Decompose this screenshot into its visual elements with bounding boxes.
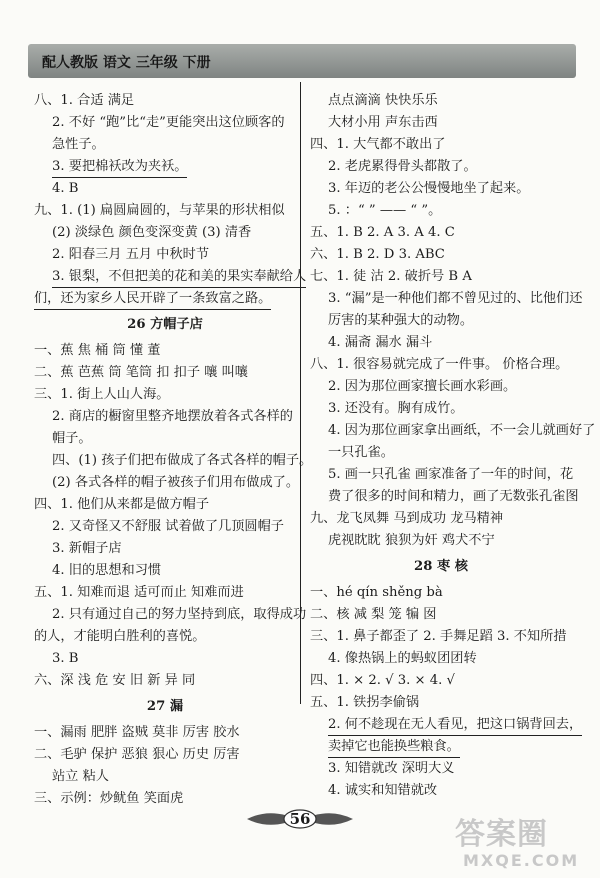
- answer-line: 五、1. 知难而退 适可而止 知难而进: [34, 585, 244, 600]
- answer-line: [310, 736, 572, 758]
- answer-line: [34, 156, 296, 178]
- underlined-answer: 2. 何不趁现在无人看见，把这口锅背回去，: [328, 715, 582, 736]
- answer-line: 5. 画一只孔雀 画家准备了一年的时间，花: [328, 467, 574, 482]
- answer-line: 站立 粘人: [52, 769, 109, 784]
- answer-line: 2. 又奇怪又不舒服 试着做了几顶圆帽子: [52, 519, 284, 534]
- answer-line: 4. 因为那位画家拿出画纸，不一会儿就画好了: [328, 423, 596, 438]
- answer-line: (2) 各式各样的帽子被孩子们用布做成了。: [52, 475, 300, 490]
- answer-line: [34, 288, 296, 310]
- answer-line: 3. 知错就改 深明大义: [328, 761, 455, 776]
- watermark: [455, 818, 595, 874]
- answer-line: 2. 商店的橱窗里整齐地摆放着各式各样的: [52, 409, 293, 424]
- answer-line: 大材小用 声东击西: [328, 115, 438, 130]
- answer-line: 二、核 减 梨 笼 犏 囡: [310, 607, 437, 622]
- answer-line: 八、1. 很容易就完成了一件事。 价格合理。: [310, 357, 569, 372]
- answer-line: 三、示例：炒鱿鱼 笑面虎: [34, 791, 184, 806]
- answer-line: 三、1. 街上人山人海。: [34, 387, 170, 402]
- answer-line: 二、毛驴 保护 恶狼 狠心 历史 厉害: [34, 747, 240, 762]
- watermark-url: MXQE.COM: [463, 851, 580, 870]
- answer-line: 3. B: [52, 651, 79, 666]
- answer-line: 2. 只有通过自己的努力坚持到底，取得成功: [52, 607, 307, 622]
- answer-line: [34, 266, 307, 288]
- answer-line: 三、1. 鼻子都歪了 2. 手舞足蹈 3. 不知所措: [310, 629, 567, 644]
- answer-line: 3. 年迈的老公公慢慢地坐了起来。: [328, 181, 530, 196]
- header-banner: [28, 44, 576, 78]
- answer-line: 虎视眈眈 狼狈为奸 鸡犬不宁: [328, 533, 495, 548]
- answer-line: 5. ：“ ” —— “ ”。: [328, 203, 442, 218]
- answer-line: 3. 新帽子店: [52, 541, 122, 556]
- answer-line: 4. 像热锅上的蚂蚁团团转: [328, 651, 477, 666]
- answer-line: 2. 因为那位画家擅长画水彩画。: [328, 379, 517, 394]
- answer-line: 帽子。: [52, 431, 92, 446]
- answer-line: 六、1. B 2. D 3. ABC: [310, 247, 445, 262]
- watermark-logo: 答案圈: [455, 817, 548, 852]
- page-number-ornament: [245, 808, 355, 830]
- answer-line: 四、1. 大气都不敢出了: [310, 137, 446, 152]
- left-column: [34, 90, 313, 810]
- answer-line: 九、龙飞凤舞 马到成功 龙马精神: [310, 511, 504, 526]
- answer-line: 六、深 浅 危 安 旧 新 异 同: [34, 673, 196, 688]
- answer-line: 的人，才能明白胜利的喜悦。: [34, 629, 206, 644]
- header-title: 配人教版 语文 三年级 下册: [42, 55, 211, 71]
- underlined-answer: 3. 银梨，不但把美的花和美的果实奉献给人: [52, 267, 306, 288]
- answer-line: 四、1. × 2. √ 3. × 4. √: [310, 673, 455, 688]
- answer-line: 五、1. B 2. A 3. A 4. C: [310, 225, 455, 240]
- underlined-answer: 卖掉它也能换些粮食。: [328, 737, 460, 758]
- answer-line: 一只孔雀。: [328, 445, 394, 460]
- answer-line: 2. 老虎累得骨头都散了。: [328, 159, 477, 174]
- answer-line: 一、hé qín shěng bà: [310, 585, 443, 600]
- answer-line: 4. 诚实和知错就改: [328, 783, 438, 798]
- answer-line: 4. B: [52, 181, 79, 196]
- answer-line: 九、1. (1) 扁圆扁圆的，与苹果的形状相似: [34, 203, 285, 218]
- answer-line: 厉害的某种强大的动物。: [328, 313, 474, 328]
- answer-line: 四、(1) 孩子们把布做成了各式各样的帽子。: [52, 453, 313, 468]
- answer-line: 一、漏雨 肥胖 盗贼 莫非 厉害 胶水: [34, 725, 240, 740]
- answer-line: 3. 还没有。胸有成竹。: [328, 401, 464, 416]
- answer-line: [310, 714, 583, 736]
- answer-line: 五、1. 铁拐李偷锅: [310, 695, 420, 710]
- answer-line: (2) 淡绿色 颜色变深变黄 (3) 清香: [52, 225, 252, 240]
- lesson-heading: 27 漏: [146, 699, 184, 714]
- answer-line: 二、蕉 芭蕉 筒 笔筒 扣 扣子 嚷 叫嚷: [34, 365, 248, 380]
- lesson-heading: 28 枣 核: [414, 559, 468, 574]
- right-column: [310, 90, 596, 802]
- underlined-answer: 3. 要把棉袄改为夹袄。: [52, 157, 187, 178]
- page-number: 56: [289, 810, 311, 828]
- answer-line: 点点滴滴 快快乐乐: [328, 93, 438, 108]
- lesson-heading: 26 方帽子店: [127, 317, 203, 332]
- answer-line: 2. 阳春三月 五月 中秋时节: [52, 247, 210, 262]
- answer-line: 四、1. 他们从来都是做方帽子: [34, 497, 210, 512]
- underlined-answer: 们，还为家乡人民开辟了一条致富之路。: [34, 289, 271, 310]
- answer-line: 急性子。: [52, 137, 105, 152]
- answer-line: 4. 漏斋 漏水 漏斗: [328, 335, 433, 350]
- answer-line: 七、1. 徒 沽 2. 破折号 B A: [310, 269, 472, 284]
- answer-line: 八、1. 合适 满足: [34, 93, 135, 108]
- answer-line: 4. 旧的思想和习惯: [52, 563, 162, 578]
- answer-line: 费了很多的时间和精力，画了无数张孔雀图: [328, 489, 579, 504]
- answer-line: 3. “漏”是一种他们都不曾见过的、比他们还: [328, 291, 583, 306]
- answer-line: 2. 不好 “跑”比“走”更能突出这位顾客的: [52, 115, 285, 130]
- answer-line: 一、蕉 焦 桶 筒 懂 董: [34, 343, 161, 358]
